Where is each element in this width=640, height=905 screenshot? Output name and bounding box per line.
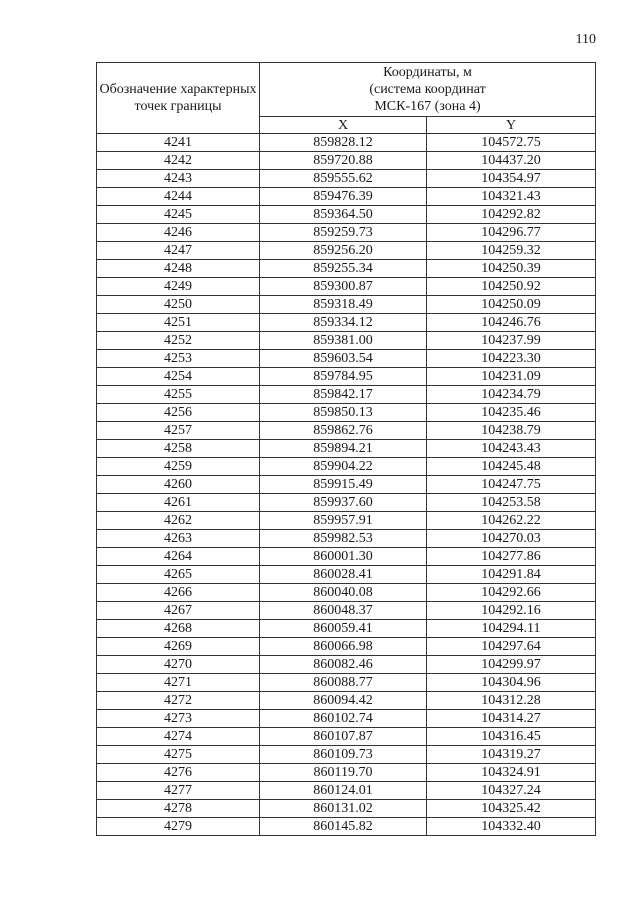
cell-x: 860048.37 (260, 602, 427, 620)
cell-y: 104277.86 (427, 548, 596, 566)
cell-point-id: 4261 (97, 494, 260, 512)
table-body (97, 134, 596, 836)
cell-point-id: 4245 (97, 206, 260, 224)
cell-point-id: 4273 (97, 710, 260, 728)
cell-y: 104292.16 (427, 602, 596, 620)
cell-y: 104253.58 (427, 494, 596, 512)
cell-y: 104312.28 (427, 692, 596, 710)
cell-x: 860107.87 (260, 728, 427, 746)
cell-point-id: 4243 (97, 170, 260, 188)
cell-y: 104231.09 (427, 368, 596, 386)
table-row (97, 530, 596, 548)
table-row (97, 152, 596, 170)
cell-x: 859842.17 (260, 386, 427, 404)
cell-x: 860001.30 (260, 548, 427, 566)
cell-x: 859915.49 (260, 476, 427, 494)
cell-y: 104314.27 (427, 710, 596, 728)
cell-x: 860119.70 (260, 764, 427, 782)
table-row (97, 692, 596, 710)
cell-x: 860066.98 (260, 638, 427, 656)
cell-x: 860088.77 (260, 674, 427, 692)
table-row (97, 494, 596, 512)
table-row (97, 350, 596, 368)
cell-x: 859256.20 (260, 242, 427, 260)
cell-x: 859862.76 (260, 422, 427, 440)
cell-point-id: 4272 (97, 692, 260, 710)
table-row (97, 170, 596, 188)
cell-point-id: 4242 (97, 152, 260, 170)
cell-point-id: 4257 (97, 422, 260, 440)
cell-x: 859850.13 (260, 404, 427, 422)
header-point-designation: Обозначение характерных точек границы (97, 63, 260, 134)
cell-x: 859255.34 (260, 260, 427, 278)
cell-y: 104319.27 (427, 746, 596, 764)
cell-y: 104324.91 (427, 764, 596, 782)
cell-y: 104296.77 (427, 224, 596, 242)
cell-point-id: 4267 (97, 602, 260, 620)
cell-point-id: 4262 (97, 512, 260, 530)
table-row (97, 476, 596, 494)
cell-y: 104292.66 (427, 584, 596, 602)
cell-x: 859720.88 (260, 152, 427, 170)
table-row (97, 674, 596, 692)
cell-y: 104247.75 (427, 476, 596, 494)
table-row (97, 422, 596, 440)
cell-point-id: 4264 (97, 548, 260, 566)
table-row (97, 764, 596, 782)
cell-x: 859828.12 (260, 134, 427, 152)
cell-y: 104243.43 (427, 440, 596, 458)
cell-y: 104250.92 (427, 278, 596, 296)
table-row (97, 224, 596, 242)
cell-x: 859784.95 (260, 368, 427, 386)
cell-y: 104299.97 (427, 656, 596, 674)
table-row (97, 512, 596, 530)
cell-x: 860094.42 (260, 692, 427, 710)
cell-x: 859318.49 (260, 296, 427, 314)
table-row (97, 656, 596, 674)
cell-x: 859982.53 (260, 530, 427, 548)
cell-y: 104354.97 (427, 170, 596, 188)
table-row (97, 548, 596, 566)
cell-point-id: 4263 (97, 530, 260, 548)
cell-y: 104270.03 (427, 530, 596, 548)
table-row (97, 386, 596, 404)
cell-point-id: 4271 (97, 674, 260, 692)
table-row (97, 710, 596, 728)
cell-point-id: 4277 (97, 782, 260, 800)
cell-y: 104572.75 (427, 134, 596, 152)
table-row (97, 458, 596, 476)
cell-point-id: 4253 (97, 350, 260, 368)
table-row (97, 818, 596, 836)
cell-x: 860131.02 (260, 800, 427, 818)
cell-point-id: 4260 (97, 476, 260, 494)
cell-point-id: 4279 (97, 818, 260, 836)
cell-point-id: 4278 (97, 800, 260, 818)
cell-point-id: 4265 (97, 566, 260, 584)
cell-x: 859904.22 (260, 458, 427, 476)
cell-x: 859555.62 (260, 170, 427, 188)
cell-y: 104262.22 (427, 512, 596, 530)
cell-point-id: 4252 (97, 332, 260, 350)
cell-point-id: 4249 (97, 278, 260, 296)
cell-y: 104234.79 (427, 386, 596, 404)
cell-y: 104297.64 (427, 638, 596, 656)
cell-y: 104437.20 (427, 152, 596, 170)
table-row (97, 566, 596, 584)
cell-x: 860059.41 (260, 620, 427, 638)
cell-x: 859957.91 (260, 512, 427, 530)
cell-y: 104325.42 (427, 800, 596, 818)
cell-point-id: 4258 (97, 440, 260, 458)
header-x: X (260, 117, 427, 134)
table-row (97, 296, 596, 314)
cell-point-id: 4241 (97, 134, 260, 152)
header-coordinates (260, 63, 596, 117)
cell-x: 859937.60 (260, 494, 427, 512)
cell-point-id: 4251 (97, 314, 260, 332)
table-row (97, 278, 596, 296)
cell-x: 860124.01 (260, 782, 427, 800)
header-coordinates-text: Координаты, м (система координат МСК-167 (зона 4) (369, 65, 486, 114)
table-row (97, 332, 596, 350)
cell-x: 859364.50 (260, 206, 427, 224)
cell-point-id: 4250 (97, 296, 260, 314)
table-row (97, 242, 596, 260)
cell-y: 104292.82 (427, 206, 596, 224)
cell-y: 104332.40 (427, 818, 596, 836)
header-y: Y (427, 117, 596, 134)
table-row (97, 746, 596, 764)
cell-point-id: 4275 (97, 746, 260, 764)
cell-y: 104316.45 (427, 728, 596, 746)
cell-point-id: 4256 (97, 404, 260, 422)
cell-y: 104245.48 (427, 458, 596, 476)
cell-point-id: 4247 (97, 242, 260, 260)
table-row (97, 134, 596, 152)
cell-x: 859476.39 (260, 188, 427, 206)
cell-x: 859603.54 (260, 350, 427, 368)
coordinates-table (96, 62, 596, 836)
table-row (97, 188, 596, 206)
table-row (97, 638, 596, 656)
cell-y: 104321.43 (427, 188, 596, 206)
cell-x: 859381.00 (260, 332, 427, 350)
cell-point-id: 4244 (97, 188, 260, 206)
cell-y: 104235.46 (427, 404, 596, 422)
cell-y: 104304.96 (427, 674, 596, 692)
table-row (97, 260, 596, 278)
cell-point-id: 4266 (97, 584, 260, 602)
cell-y: 104327.24 (427, 782, 596, 800)
table-row (97, 584, 596, 602)
table-row (97, 728, 596, 746)
table-row (97, 620, 596, 638)
page-number: 110 (575, 32, 596, 47)
cell-x: 860102.74 (260, 710, 427, 728)
cell-x: 859334.12 (260, 314, 427, 332)
cell-point-id: 4246 (97, 224, 260, 242)
cell-point-id: 4248 (97, 260, 260, 278)
cell-y: 104259.32 (427, 242, 596, 260)
cell-x: 860040.08 (260, 584, 427, 602)
table-row (97, 206, 596, 224)
table-row (97, 314, 596, 332)
cell-x: 860109.73 (260, 746, 427, 764)
table-row (97, 440, 596, 458)
cell-y: 104291.84 (427, 566, 596, 584)
cell-y: 104294.11 (427, 620, 596, 638)
table-row (97, 404, 596, 422)
cell-x: 859259.73 (260, 224, 427, 242)
cell-y: 104250.39 (427, 260, 596, 278)
cell-point-id: 4274 (97, 728, 260, 746)
cell-y: 104238.79 (427, 422, 596, 440)
cell-point-id: 4270 (97, 656, 260, 674)
cell-y: 104237.99 (427, 332, 596, 350)
cell-x: 860082.46 (260, 656, 427, 674)
cell-point-id: 4269 (97, 638, 260, 656)
cell-y: 104250.09 (427, 296, 596, 314)
cell-point-id: 4255 (97, 386, 260, 404)
cell-y: 104246.76 (427, 314, 596, 332)
cell-x: 860145.82 (260, 818, 427, 836)
table-row (97, 602, 596, 620)
cell-x: 859300.87 (260, 278, 427, 296)
cell-y: 104223.30 (427, 350, 596, 368)
table-row (97, 368, 596, 386)
cell-point-id: 4259 (97, 458, 260, 476)
table-row (97, 800, 596, 818)
cell-x: 859894.21 (260, 440, 427, 458)
cell-point-id: 4276 (97, 764, 260, 782)
cell-point-id: 4254 (97, 368, 260, 386)
cell-x: 860028.41 (260, 566, 427, 584)
cell-point-id: 4268 (97, 620, 260, 638)
table-row (97, 782, 596, 800)
